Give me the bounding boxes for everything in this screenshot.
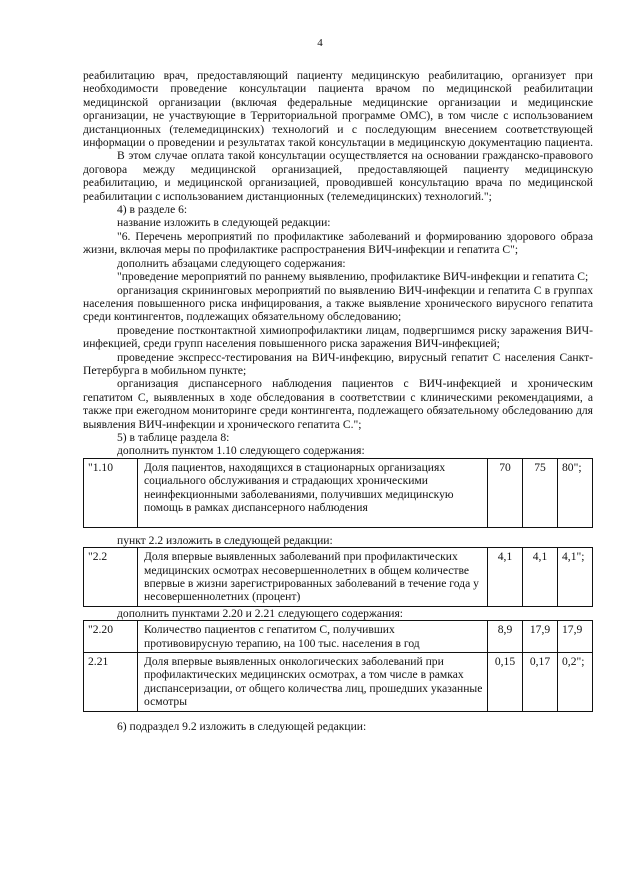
paragraph: пункт 2.2 изложить в следующей редакции: bbox=[117, 533, 333, 547]
paragraph: "6. Перечень мероприятий по профилактике заболеваний и формированию здорового образа жизни, включая меры по профилактике распространения ВИЧ-инфекции и гепатита С"; bbox=[83, 229, 593, 257]
item-description: Количество пациентов с гепатитом С, получивших противовирусную терапию, на 100 тыс. населения в год bbox=[138, 621, 488, 653]
item-description: Доля пациентов, находящихся в стационарных организациях социального обслуживания и страдающих хроническими неинфекционными заболеваниями, получивших медицинскую помощь в рамках диспансерного наблюдения bbox=[138, 458, 488, 527]
item-number: "1.10 bbox=[84, 458, 138, 527]
paragraph: "проведение мероприятий по раннему выявлению, профилактике ВИЧ-инфекции и гепатита С; bbox=[117, 270, 589, 284]
table-item-2-2 bbox=[83, 547, 593, 607]
paragraph: 6) подраздел 9.2 изложить в следующей редакции: bbox=[117, 719, 367, 733]
paragraph: дополнить пунктом 1.10 следующего содержания: bbox=[117, 444, 365, 458]
paragraph: В этом случае оплата такой консультации осуществляется на основании гражданско-правового договора между медицинской организацией, предоставляющей пациенту медицинскую реабилитацию, и медицинской организацией, проводившей консультацию врача по медицинской реабилитации с использованием дистанционных (телемедицинских) технологий."; bbox=[83, 149, 593, 203]
paragraph: дополнить абзацами следующего содержания: bbox=[117, 256, 346, 270]
paragraph: 5) в таблице раздела 8: bbox=[117, 430, 230, 444]
item-value-1: 4,1 bbox=[488, 548, 523, 607]
document-body bbox=[83, 69, 593, 733]
item-value-3: 17,9 bbox=[558, 621, 593, 653]
item-value-1: 0,15 bbox=[488, 653, 523, 712]
table-row bbox=[84, 458, 593, 527]
item-value-2: 4,1 bbox=[523, 548, 558, 607]
item-description: Доля впервые выявленных заболеваний при профилактических медицинских осмотрах несовершеннолетних в общем количестве впервые в жизни зарегистрированных заболеваний в течение года у несовершеннолетних (процент) bbox=[138, 548, 488, 607]
paragraph: организация диспансерного наблюдения пациентов с ВИЧ-инфекцией и хроническим гепатитом С, выявленных в ходе обследования в соответствии с клиническими рекомендациями, а также при ежегодном мониторинге среди контингента, подлежащего обязательному обследованию для выявления ВИЧ-инфекции и хронического гепатита С."; bbox=[83, 377, 593, 431]
item-value-2: 75 bbox=[523, 458, 558, 527]
paragraph: реабилитацию врач, предоставляющий пациенту медицинскую реабилитацию, организует при необходимости проведение консультации пациента врачом по медицинской реабилитации медицинской организации (включая федеральные медицинские организации и медицинские организации, не участвующие в Территориальной программе ОМС), в том числе с использованием дистанционных (телемедицинских) технологий и с последующим внесением соответствующей информации о проведении и результатах такой консультации в медицинскую документацию пациента. bbox=[83, 69, 593, 150]
item-value-3: 80"; bbox=[558, 458, 593, 527]
paragraph: 4) в разделе 6: bbox=[117, 203, 188, 217]
table-row bbox=[84, 548, 593, 607]
item-number: 2.21 bbox=[84, 653, 138, 712]
paragraph: дополнить пунктами 2.20 и 2.21 следующего содержания: bbox=[117, 606, 404, 620]
item-value-1: 8,9 bbox=[488, 621, 523, 653]
paragraph: проведение постконтактной химиопрофилактики лицам, подвергшимся риску заражения ВИЧ-инфекцией, среди групп населения повышенного риска заражения ВИЧ-инфекцией; bbox=[83, 323, 593, 351]
item-value-1: 70 bbox=[488, 458, 523, 527]
item-description: Доля впервые выявленных онкологических заболеваний при профилактических медицинских осмотрах, а том числе в рамках диспансеризации, от общего количества лиц, прошедших указанные осмотры bbox=[138, 653, 488, 712]
table-items-2-20-2-21 bbox=[83, 620, 593, 711]
paragraph: организация скрининговых мероприятий по выявлению ВИЧ-инфекции и гепатита С в группах населения повышенного риска инфицирования, а также выявление хронического вирусного гепатита среди контингентов, подлежащих обязательному обследованию; bbox=[83, 283, 593, 324]
item-number: "2.2 bbox=[84, 548, 138, 607]
paragraph: проведение экспресс-тестирования на ВИЧ-инфекцию, вирусный гепатит С населения Санкт-Петербурга в мобильном пункте; bbox=[83, 350, 593, 377]
item-value-3: 0,2"; bbox=[558, 653, 593, 712]
item-value-3: 4,1"; bbox=[558, 548, 593, 607]
page-number: 4 bbox=[317, 37, 323, 49]
item-value-2: 17,9 bbox=[523, 621, 558, 653]
table-item-1-10 bbox=[83, 458, 593, 528]
table-row bbox=[84, 653, 593, 712]
table-row bbox=[84, 621, 593, 653]
item-number: "2.20 bbox=[84, 621, 138, 653]
paragraph: название изложить в следующей редакции: bbox=[117, 216, 331, 230]
item-value-2: 0,17 bbox=[523, 653, 558, 712]
